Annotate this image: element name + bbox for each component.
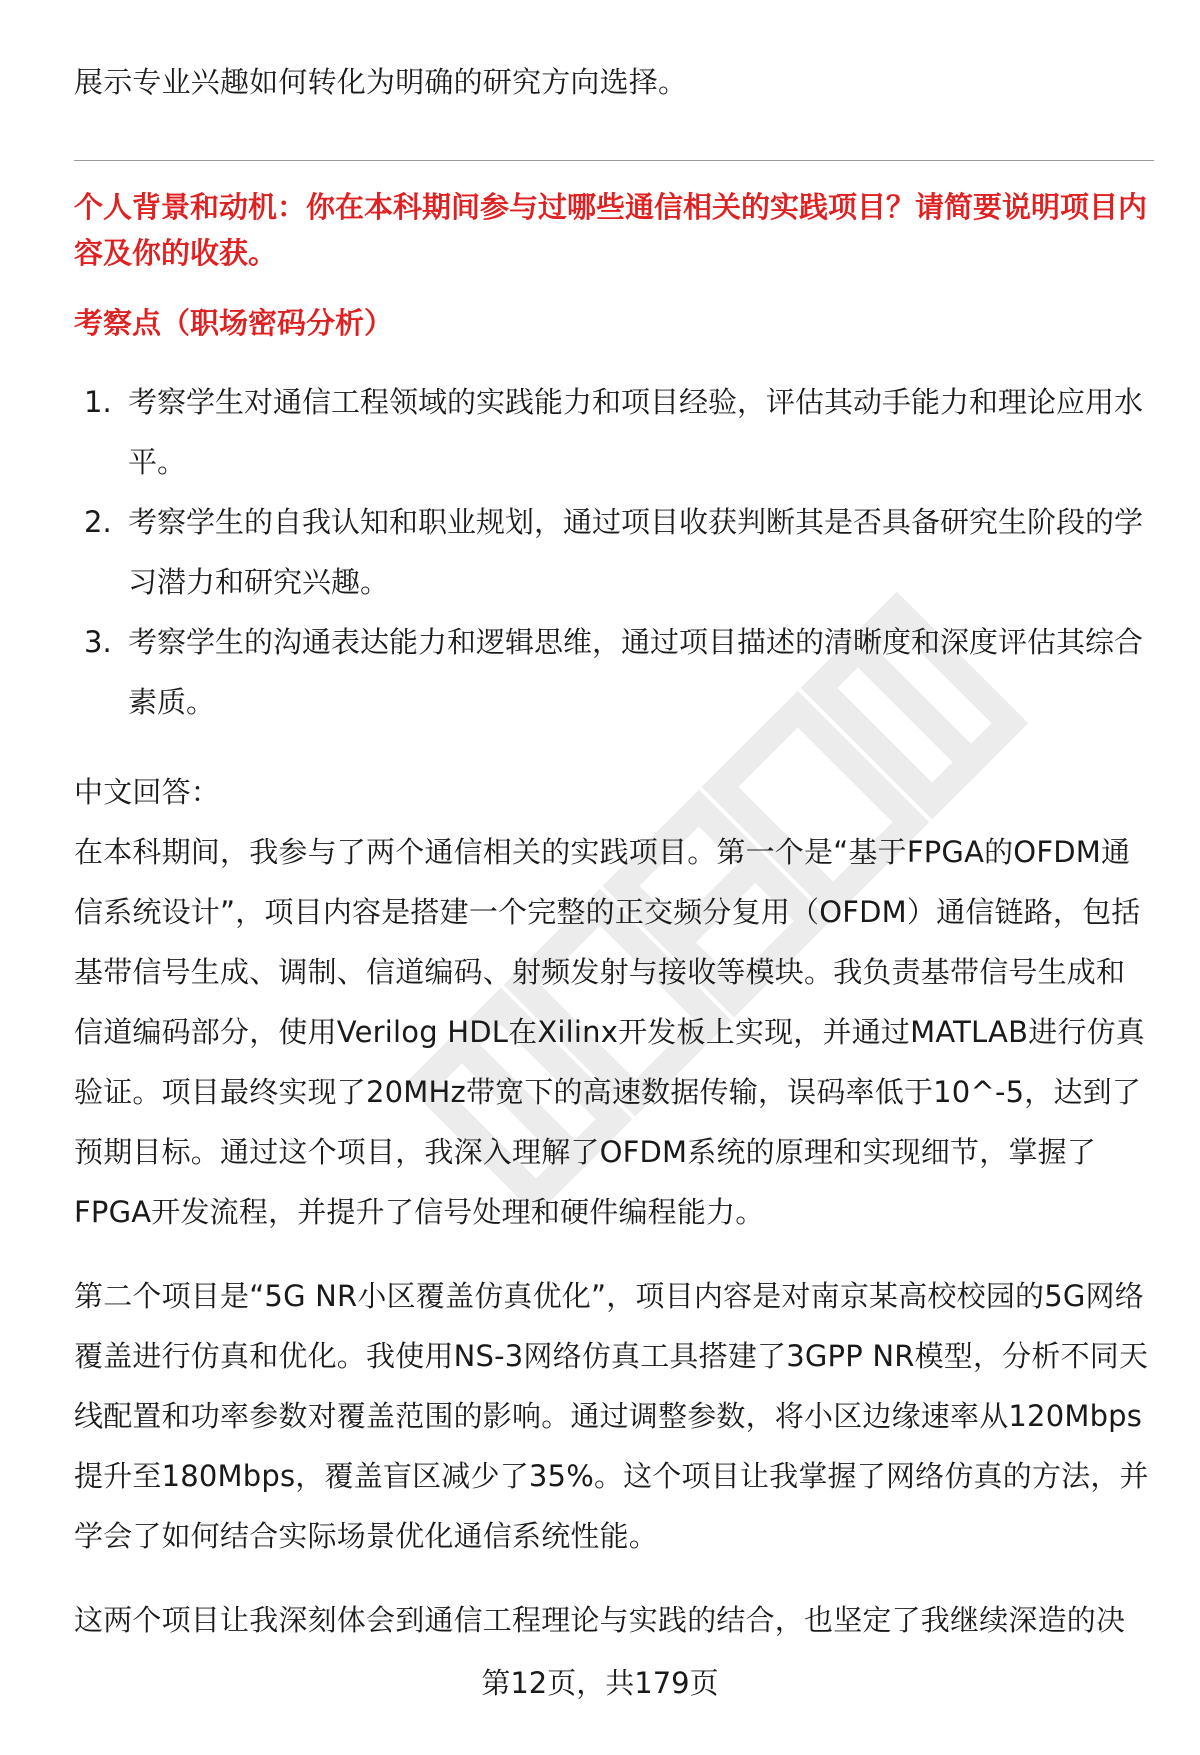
list-number: 1.	[84, 385, 112, 419]
answer-label: 中文回答：	[74, 775, 221, 809]
assessment-points-list	[74, 372, 1154, 732]
list-number: 2.	[84, 505, 112, 539]
document-page	[74, 0, 1154, 1755]
list-item-text: 考察学生对通信工程领域的实践能力和项目经验，评估其动手能力和理论应用水平。	[128, 385, 1144, 479]
list-item-text: 考察学生的沟通表达能力和逻辑思维，通过项目描述的清晰度和深度评估其综合素质。	[128, 625, 1144, 719]
list-item	[74, 372, 1154, 492]
page-number-footer: 第12页，共179页	[481, 1666, 719, 1700]
list-item	[74, 612, 1154, 732]
answer-paragraph-3: 这两个项目让我深刻体会到通信工程理论与实践的结合，也坚定了我继续深造的决	[74, 1603, 1126, 1637]
answer-paragraph-1: 在本科期间，我参与了两个通信相关的实践项目。第一个是“基于FPGA的OFDM通信系统设计”，项目内容是搭建一个完整的正交频分复用（OFDM）通信链路，包括基带信号生成、调制、信道编码、射频发射与接收等模块。我负责基带信号生成和信道编码部分，使用Verilog HDL在Xilinx开发板上实现，并通过MATLAB进行仿真验证。项目最终实现了20MHz带宽下的高速数据传输，误码率低于10^-5，达到了预期目标。通过这个项目，我深入理解了OFDM系统的原理和实现细节，掌握了FPGA开发流程，并提升了信号处理和硬件编程能力。	[74, 835, 1145, 1229]
answer-paragraph-2: 第二个项目是“5G NR小区覆盖仿真优化”，项目内容是对南京某高校校园的5G网络覆盖进行仿真和优化。我使用NS-3网络仿真工具搭建了3GPP NR模型，分析不同天线配置和功率参数对覆盖范围的影响。通过调整参数，将小区边缘速率从120Mbps提升至180Mbps，覆盖盲区减少了35%。这个项目让我掌握了网络仿真的方法，并学会了如何结合实际场景优化通信系统性能。	[74, 1279, 1149, 1553]
list-item-text: 考察学生的自我认知和职业规划，通过项目收获判断其是否具备研究生阶段的学习潜力和研究兴趣。	[128, 505, 1144, 599]
question-heading: 个人背景和动机：你在本科期间参与过哪些通信相关的实践项目？请简要说明项目内容及你的收获。	[74, 190, 1148, 270]
section-divider	[74, 160, 1154, 161]
intro-text: 展示专业兴趣如何转化为明确的研究方向选择。	[74, 65, 688, 99]
section-heading: 考察点（职场密码分析）	[74, 306, 394, 340]
list-item	[74, 492, 1154, 612]
list-number: 3.	[84, 625, 112, 659]
